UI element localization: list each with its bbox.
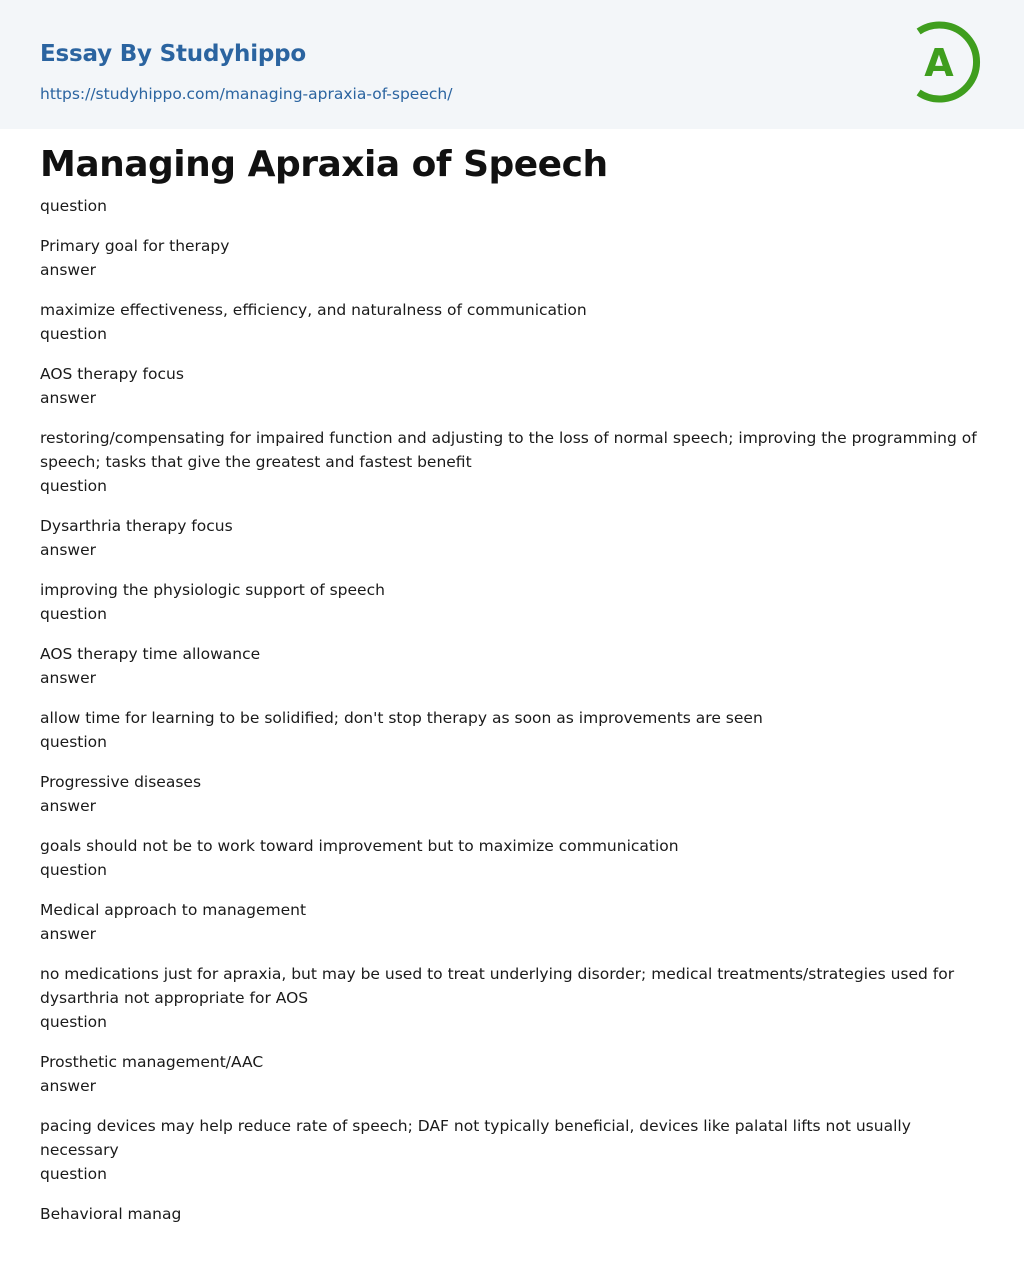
- qa-list: [40, 194, 980, 1226]
- question-label: question: [40, 733, 107, 751]
- question-text: Behavioral manag: [40, 1205, 182, 1223]
- answer-text: allow time for learning to be solidified; don't stop therapy as soon as improvements are seen: [40, 709, 763, 727]
- question-text: Prosthetic management/AAC: [40, 1053, 264, 1071]
- question-text: Dysarthria therapy focus: [40, 517, 233, 535]
- answer-label: answer: [40, 389, 96, 407]
- answer-text: goals should not be to work toward improvement but to maximize communication: [40, 837, 679, 855]
- question-label: question: [40, 1013, 107, 1031]
- page-url-link[interactable]: https://studyhippo.com/managing-apraxia-of-speech/: [40, 85, 453, 103]
- answer-label: answer: [40, 797, 96, 815]
- answer-text: restoring/compensating for impaired function and adjusting to the loss of normal speech; improving the programming of speech; tasks that give the greatest and fastest benefit: [40, 429, 977, 471]
- question-label: question: [40, 477, 107, 495]
- question-text: AOS therapy time allowance: [40, 645, 261, 663]
- answer-text: pacing devices may help reduce rate of speech; DAF not typically beneficial, devices like palatal lifts not usually necessary: [40, 1117, 911, 1159]
- site-header: [0, 0, 1024, 129]
- answer-label: answer: [40, 1077, 96, 1095]
- answer-text: improving the physiologic support of speech: [40, 581, 385, 599]
- question-text: Primary goal for therapy: [40, 237, 230, 255]
- question-label: question: [40, 197, 107, 215]
- question-label: question: [40, 325, 107, 343]
- page-title: Managing Apraxia of Speech: [40, 144, 608, 185]
- question-text: Progressive diseases: [40, 773, 202, 791]
- question-label: question: [40, 605, 107, 623]
- question-label: question: [40, 861, 107, 879]
- question-text: Medical approach to management: [40, 901, 307, 919]
- answer-label: answer: [40, 541, 96, 559]
- question-text: AOS therapy focus: [40, 365, 184, 383]
- logo-letter: A: [924, 41, 954, 85]
- studyhippo-logo-icon[interactable]: [905, 19, 989, 105]
- answer-label: answer: [40, 925, 96, 943]
- answer-label: answer: [40, 261, 96, 279]
- answer-text: no medications just for apraxia, but may be used to treat underlying disorder; medical treatments/strategies used for dysarthria not appropriate for AOS: [40, 965, 955, 1007]
- answer-label: answer: [40, 669, 96, 687]
- question-label: question: [40, 1165, 107, 1183]
- answer-text: maximize effectiveness, efficiency, and naturalness of communication: [40, 301, 587, 319]
- brand-title[interactable]: Essay By Studyhippo: [40, 41, 307, 67]
